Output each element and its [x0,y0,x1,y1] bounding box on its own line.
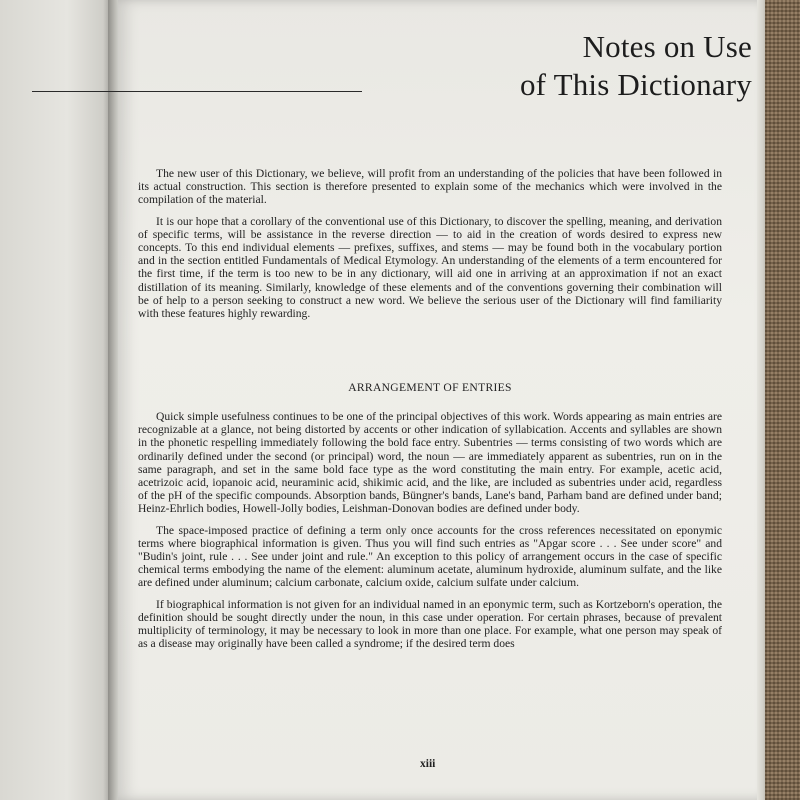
section-heading: ARRANGEMENT OF ENTRIES [348,381,512,394]
intro-text [138,167,722,328]
entries-paragraph-2: The space-imposed practice of defining a term only once accounts for the cross references necessitated on eponymic terms where biographical information is given. Thus you will find such entries as "Apgar score . . . See under score" and "Budin's joint, rule . . . See under joint and rule." An exception to this policy of arrangement occurs in the case of specific chemical terms embodying the name of the element: aluminum acetate, aluminum hydroxide, aluminum sulfate, and the like are defined under aluminum; calcium carbonate, calcium oxide, calcium sulfate under calcium. [138,523,722,590]
dictionary-page [118,0,765,800]
entries-paragraph-3: If biographical information is not given for an individual named in an eponymic term, such as Kortzeborn's operation, the definition should be sought directly under the noun, in this case under operation. For certain phrases, because of prevalent multiplicity of terminology, it may be necessary to look in more than one place. For example, what one person may speak of as a disease may originally have been called a syndrome; if the desired term does [138,597,722,651]
title-rule [32,91,362,92]
entries-paragraph-1: Quick simple usefulness continues to be one of the principal objectives of this work. Words appearing as main entries are recognizable at a glance, not being distorted by accents or other indication of syllabication. Accents and syllables are shown in the phonetic respelling immediately following the bold face entry. Subentries — terms consisting of two words which are ordinarily defined under the second (or principal) word, the noun — are immediately apparent as subentries, run on in the same paragraph, and set in the same bold face type as the word constituting the main entry. For example, acetic acid, acetrizoic acid, iopanoic acid, neuraminic acid, shikimic acid, and the like, are included as subentries under acid, regardless of the pH of the specific compounds. Absorption bands, Büngner's bands, Lane's band, Parham band are defined under band; Heinz-Ehrlich bodies, Howell-Jolly bodies, Leishman-Donovan bodies are defined under body. [138,410,722,516]
page-number: xiii [420,758,436,770]
burlap-background [765,0,800,800]
intro-paragraph-1: The new user of this Dictionary, we believe, will profit from an understanding of the policies that have been followed in its actual construction. This section is therefore presented to explain some of the mechanics which were involved in the compilation of the material. [138,167,722,207]
intro-paragraph-2: It is our hope that a corollary of the conventional use of this Dictionary, to discover the spelling, meaning, and derivation of specific terms, will be assistance in the reverse direction — to aid in the creation of words desired to express new concepts. To this end individual elements — prefixes, suffixes, and stems — may be found both in the vocabulary portion and in the section entitled Fundamentals of Medical Etymology. An understanding of the elements of a term encountered for the first time, if the term is too new to be in any dictionary, will aid one in arriving at an approximation if not an exact distillation of its meaning. Similarly, knowledge of these elements and of the conventions governing their combination will be of help to a person seeking to construct a new word. We believe the serious user of the Dictionary will find familiarity with these features highly rewarding. [138,214,722,321]
page-title-line2: of This Dictionary [519,67,752,102]
entries-text [138,410,722,658]
page-title-line1: Notes on Use [582,29,752,64]
facing-page [0,0,112,800]
